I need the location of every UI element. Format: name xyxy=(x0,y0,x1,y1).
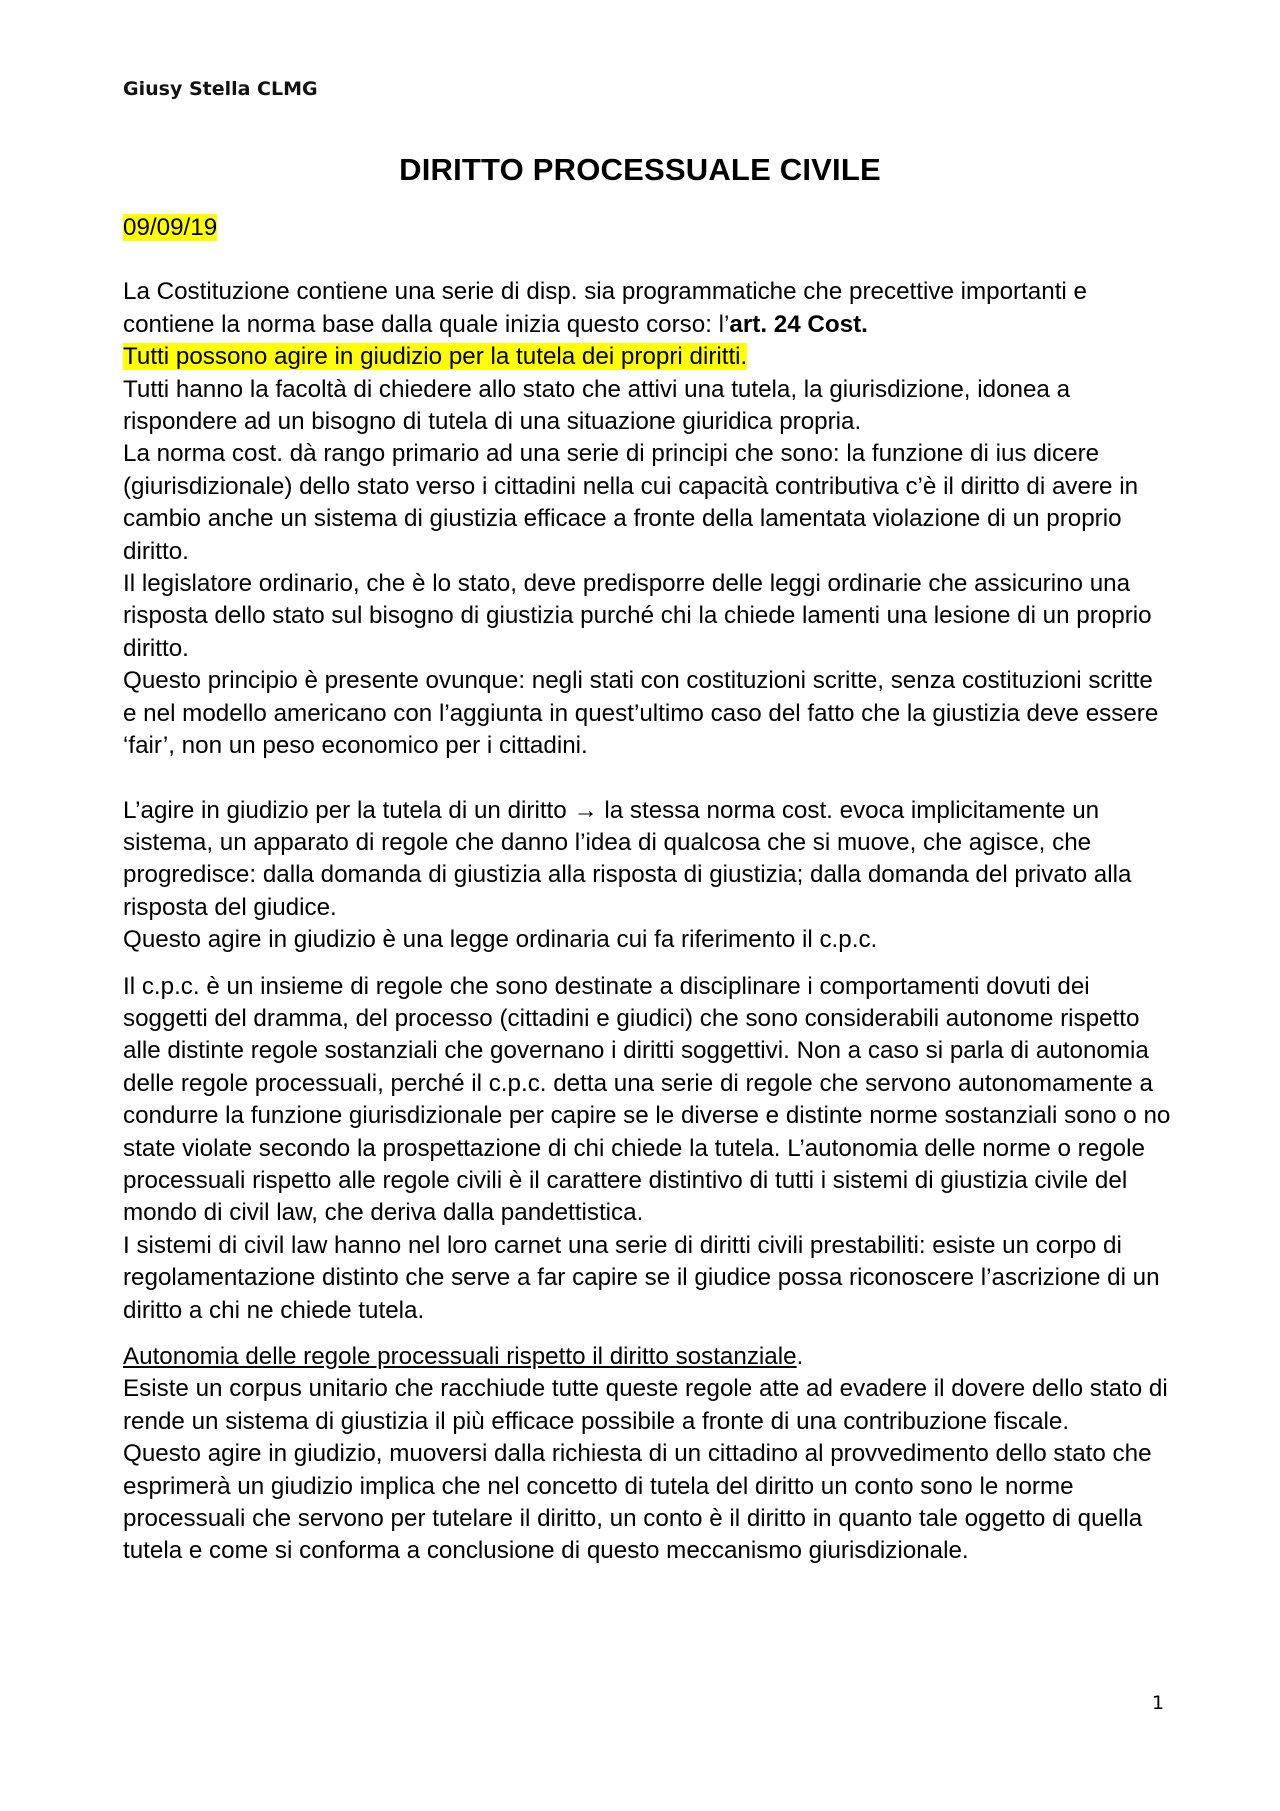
section-heading-period: . xyxy=(796,1343,804,1370)
paragraph-cpc: Il c.p.c. è un insieme di regole che sono destinate a disciplinare i comportamenti dovuti dei soggetti del dramma, del processo (cittadini e giudici) che sono considerabili autonome rispetto alle distinte regole sostanziali che governano i diritti soggettivi. Non a caso si parla di autonomia delle regole processuali, perché il c.p.c. detta una serie di regole che servono autonomamente a condurre la funzione giurisdizionale per capire se le diverse e distinte norme sostanziali sono o no state violate secondo la prospettazione di chi chiede la tutela. L’autonomia delle norme o regole processuali rispetto alle regole civili è il carattere distintivo di tutti i sistemi di giustizia civile del mondo di civil law, che deriva dalla pandettistica. xyxy=(123,972,1171,1227)
section-heading xyxy=(123,1341,1173,1373)
paragraph-civil-law: I sistemi di civil law hanno nel loro carnet una serie di diritti civili prestabiliti: esiste un corpo di regolamentazione distinto che serve a far capire se il giudice possa riconoscere l’ascrizione di un diritto a chi ne chiede tutela. xyxy=(123,1231,1160,1324)
arrow-right-icon: → xyxy=(573,796,598,824)
document-title: DIRITTO PROCESSUALE CIVILE xyxy=(399,152,881,187)
paragraph-conclusione: Questo agire in giudizio, muoversi dalla richiesta di un cittadino al provvedimento dello stato che esprimerà un giudizio implica che nel concetto di tutela del diritto un conto sono le norme processuali che servono per tutelare il diritto, un conto è il diritto in quanto tale oggetto di quella tutela e come si conforma a conclusione di questo meccanismo giurisdizionale. xyxy=(123,1440,1152,1565)
paragraph-agire xyxy=(123,795,1173,925)
section-heading-text: Autonomia delle regole processuali rispetto il diritto sostanziale xyxy=(123,1343,797,1370)
paragraph-norma-cost: La norma cost. dà rango primario ad una serie di principi che sono: la funzione di ius dicere (giurisdizionale) dello stato verso i cittadini nella cui capacità contributiva c’è il diritto di avere in cambio anche un sistema di giustizia efficace a fronte della lamentata violazione di un proprio diritto. xyxy=(123,440,1139,565)
paragraph-legge-ordinaria: Questo agire in giudizio è una legge ordinaria cui fa riferimento il c.p.c. xyxy=(123,926,878,954)
article-reference: art. 24 Cost. xyxy=(729,310,868,338)
highlighted-quote: Tutti possono agire in giudizio per la tutela dei propri diritti. xyxy=(123,343,748,371)
highlighted-quote-line xyxy=(123,341,1173,373)
date-line xyxy=(123,212,1173,244)
paragraph-facolta: Tutti hanno la facoltà di chiedere allo stato che attivi una tutela, la giurisdizione, idonea a rispondere ad un bisogno di tutela di una situazione giuridica propria. xyxy=(123,375,1071,436)
paragraph-corpus: Esiste un corpus unitario che racchiude tutte queste regole atte ad evadere il dovere dello stato di rende un sistema di giustizia il più efficace possibile a fronte di una contribuzione fiscale. xyxy=(123,1375,1168,1435)
paragraph-legislatore: Il legislatore ordinario, che è lo stato, deve predisporre delle leggi ordinarie che assicurino una risposta dello stato sul bisogno di giustizia purché chi la chiede lamenti una lesione di un proprio diritto. xyxy=(123,570,1152,662)
paragraph-agire-start: L’agire in giudizio per la tutela di un diritto xyxy=(123,796,567,824)
paragraph-constitution xyxy=(123,276,1173,341)
document-body xyxy=(123,212,1173,1568)
page-number: 1 xyxy=(1152,1692,1165,1714)
date-highlight: 09/09/19 xyxy=(123,214,218,241)
author-header: Giusy Stella CLMG xyxy=(123,78,318,100)
paragraph-principio: Questo principio è presente ovunque: negli stati con costituzioni scritte, senza costituzioni scritte e nel modello americano con l’aggiunta in quest’ultimo caso del fatto che la giustizia deve essere ‘fair’, non un peso economico per i cittadini. xyxy=(123,667,1159,760)
paragraph-agire-end: la stessa norma cost. evoca implicitamente un sistema, un apparato di regole che danno l’idea di qualcosa che si muove, che agisce, che progredisce: dalla domanda di giustizia alla risposta di giustizia; dalla domanda del privato alla risposta del giudice. xyxy=(123,796,1132,921)
paragraph-constitution-text: La Costituzione contiene una serie di disp. sia programmatiche che precettive importanti e contiene la norma base dalla quale inizia questo corso: l’ xyxy=(123,278,1087,338)
